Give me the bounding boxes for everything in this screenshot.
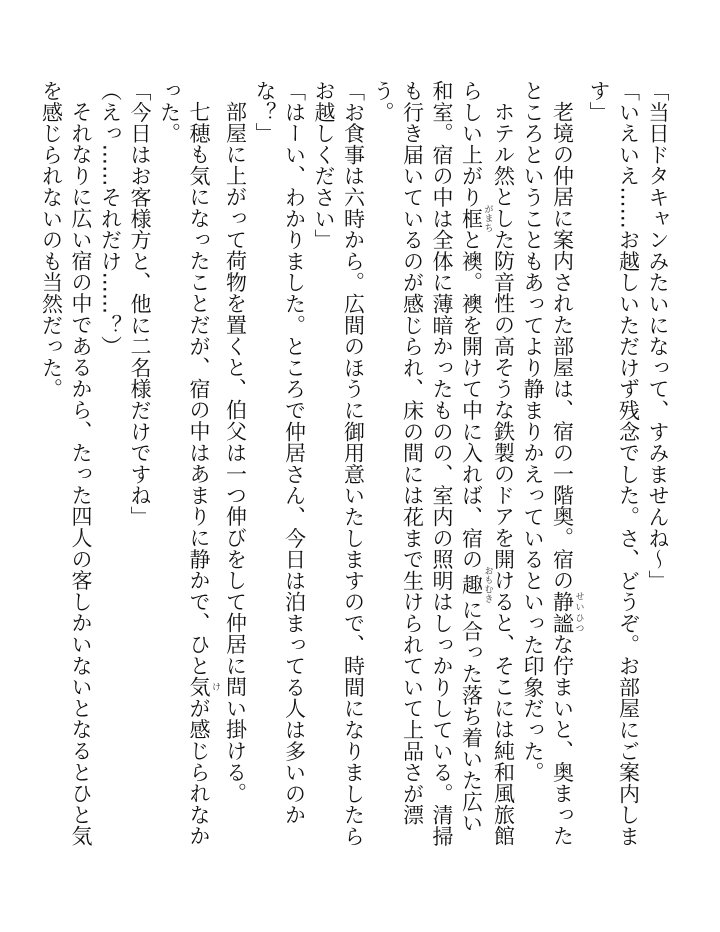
narration-paragraph: 部屋に上がって荷物を置くと、伯父は一つ伸びをして仲居に問い掛ける。 — [223, 101, 248, 804]
dialogue-paragraph: 「当日ドタキャンみたいになって、すみませんね～」 — [646, 80, 670, 592]
narration-paragraph: 老境の仲居に案内された部屋は、宿の一階奥。宿の静謐 せいひつな佇まいと、奥まったところということもあってより静まりかえっているといった印象だった。 — [521, 80, 584, 847]
dialogue-paragraph: 「お食事は六時から。広間のほうに御用意いたしますので、時間になりましたらお越しください」 — [312, 80, 366, 847]
thought-paragraph: （えっ……それだけ……？） — [98, 80, 123, 357]
dialogue-paragraph: 「今日はお客様方と、他に二名様だけですね」 — [128, 80, 152, 528]
dialogue-paragraph: 「いえいえ……お越しいただけず残念でした。さ、どうぞ。お部屋にご案内します」 — [587, 80, 641, 847]
ruby-annotation: 框 がまち — [459, 204, 493, 233]
vertical-text-body — [36, 80, 672, 850]
narration-paragraph: それなりに広い宿の中であるから、たった四人の客しかいないとなるとひと気を感じられないのも当然だった。 — [39, 80, 93, 847]
ruby-annotation: 気 け — [187, 676, 220, 698]
ruby-annotation: 静謐 せいひつ — [550, 590, 584, 634]
ruby-annotation: 趣 おもむき — [459, 565, 493, 604]
narration-paragraph: ホテル然とした防音性の高そうな鉄製のドアを開けると、そこには純和風旅館らしい上がり框 がまちと襖。襖を開けて中に入れば、宿の趣 おもむきに合った落ち着いた広い和室。宿の中は全体に薄暗かったものの、室内の照明はしっかりしている。清掃も行き届いているのが感じられ、床の間には花まで生けられていて上品さが漂う。 — [371, 80, 516, 847]
narration-paragraph: 七穂も気になったことだが、宿の中はあまりに静かで、ひと気 けが感じられなかった。 — [157, 80, 220, 847]
dialogue-paragraph: 「はーい、わかりました。ところで仲居さん、今日は泊まってる人は多いのかな？」 — [253, 80, 307, 826]
